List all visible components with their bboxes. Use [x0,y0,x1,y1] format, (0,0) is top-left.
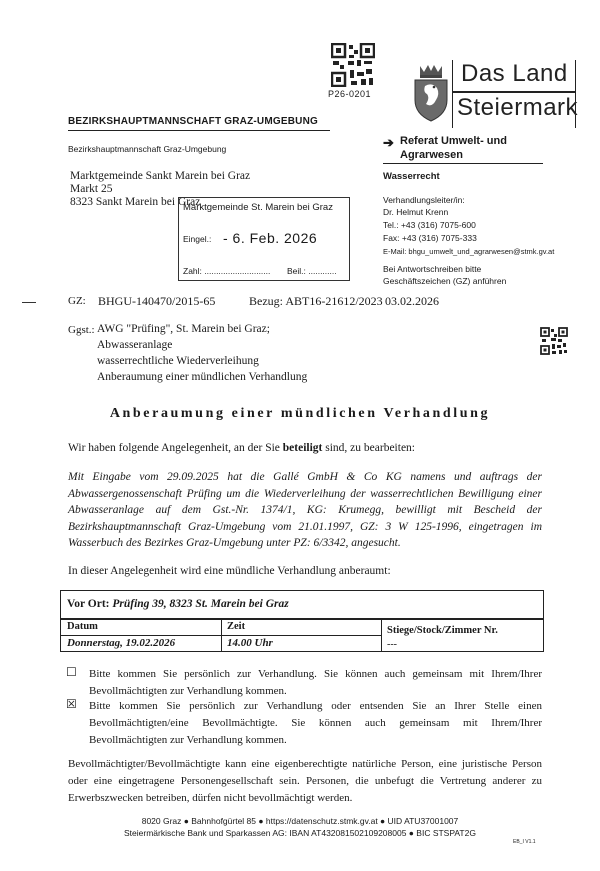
contact-name: Dr. Helmut Krenn [383,207,449,217]
qr-code-icon [331,43,375,87]
brand-box [452,60,579,128]
document-date: 03.02.2026 [385,294,439,308]
option-2-mark[interactable]: ☒ [66,697,77,711]
contact-note-line1: Bei Antwortschreiben bitte [383,264,482,274]
table-col-divider-2 [381,618,382,651]
ggst-line2: Abwasseranlage [97,339,173,351]
fold-mark [22,302,36,303]
ggst-label: Ggst.: [68,324,95,336]
brand-line1: Das Land [461,60,568,87]
contact-email[interactable]: E-Mail: bhgu_umwelt_und_agrarwesen@stmk.gv.at [383,247,555,256]
stamp-number-label: Zahl: ............................ [183,266,271,276]
brand-divider [453,91,575,93]
ggst-line4: Anberaumung einer mündlichen Verhandlung [97,371,308,383]
option-1-mark[interactable]: ☐ [66,665,77,679]
page-title: Anberaumung einer mündlichen Verhandlung [109,406,491,421]
hearing-table [60,590,544,652]
location-value: Prüfing 39, 8323 St. Marein bei Graz [112,598,289,610]
col-date-header: Datum [67,621,98,632]
footer-version: EB_I V1.1 [513,839,536,845]
referat-line2: Agrarwesen [400,149,463,161]
stamp-received-date: - 6. Feb. 2026 [223,230,318,246]
contact-note-line2: Geschäftszeichen (GZ) anführen [383,276,507,286]
referat-arrow-icon: ➔ [383,135,394,150]
coat-of-arms-icon [412,64,450,122]
footer-line1: 8020 Graz ● Bahnhofgürtel 85 ● https://datenschutz.stmk.gv.at ● UID ATU37001007 [141,816,459,826]
brand-line2: Steiermark [457,94,579,121]
intro-bold: beteiligt [282,442,323,454]
bezug: Bezug: ABT16-21612/2023 [249,294,383,308]
hearing-intro: In dieser Angelegenheit wird eine mündliche Verhandlung anberaumt: [68,565,391,577]
contact-label: Verhandlungsleiter/in: [383,195,465,205]
referat-line1: Referat Umwelt- und [400,135,507,147]
stamp-received-label: Eingel.: [183,234,212,244]
hearing-date: Donnerstag, 19.02.2026 [67,637,176,649]
option-2-text: Bitte kommen Sie persönlich zur Verhandlung oder entsenden Sie an Ihrer Stelle einen Bevollmächtigten/eine Bevollmächtigte. Sie können auch gemeinsam mit Ihrem/Ihrer Bevollmächtigten zur Verhandlung kommen. [89,700,542,746]
qr-code-top [331,43,375,87]
sender-line: Bezirkshauptmannschaft Graz-Umgebung [68,144,227,154]
main-paragraph: Mit Eingabe vom 29.09.2025 hat die Gallé GmbH & Co KG namens und auftrags der Abwassergenossenschaft Prüfing um die Wiederverleihung der wasserrechtlichen Bewilligung einer Abwasseranlage auf dem Gst.-Nr. 1374/1, KG: Krumegg, bewilligt mit Bescheid der Bezirkshauptmannschaft Graz-Umgebung vom 21.01.1997, GZ: 3 W 125-1996, eingetragen im Wasserbuch des Bezirkes Graz-Umgebung unter PZ: 6/3342, angesucht. [68,471,542,549]
ggst-line1: AWG "Prüfing", St. Marein bei Graz; [97,323,270,335]
stamp-title: Marktgemeinde St. Marein bei Graz [183,202,333,213]
qr-code-label: P26-0201 [328,89,372,99]
contact-fax: Fax: +43 (316) 7075-333 [383,233,477,243]
recipient-line3: 8323 Sankt Marein bei Graz [70,196,201,208]
recipient-line1: Marktgemeinde Sankt Marein bei Graz [70,170,251,182]
authority-title: BEZIRKSHAUPTMANNSCHAFT GRAZ-UMGEBUNG [68,116,318,127]
gz-label: GZ: [68,295,86,307]
intro-text [68,442,415,454]
gz-value: BHGU-140470/2015-65 [98,294,216,308]
location-label: Vor Ort: [67,598,110,610]
intro-post: sind, zu bearbeiten: [322,442,415,454]
qr-code-right [540,327,568,355]
referat-rule [383,163,543,164]
intro-pre: Wir haben folgende Angelegenheit, an der Sie [68,442,283,454]
qr-code-small-icon [540,327,568,355]
recipient-line2: Markt 25 [70,183,113,195]
stamp-attachment-label: Beil.: ............ [287,266,337,276]
location-row [67,598,289,610]
col-time-header: Zeit [227,621,246,632]
received-stamp [178,197,350,281]
col-room-header: Stiege/Stock/Zimmer Nr. [387,625,498,636]
department: Wasserrecht [383,171,440,182]
ggst-line3: wasserrechtliche Wiederverleihung [97,355,259,367]
hearing-room: --- [387,639,397,650]
hearing-time: 14.00 Uhr [227,637,273,649]
header-rule [68,130,330,131]
footer-line2: Steiermärkische Bank und Sparkassen AG: IBAN AT432081502109208005 ● BIC STSPAT2G [124,828,476,838]
option-1-text: Bitte kommen Sie persönlich zur Verhandlung. Sie können auch gemeinsam mit Ihrem/Ihrer Bevollmächtigten zur Verhandlung kommen. [89,668,542,697]
table-rule-top [61,618,543,620]
table-date-underline [61,635,381,636]
contact-phone: Tel.: +43 (316) 7075-600 [383,220,476,230]
representation-note: Bevollmächtigter/Bevollmächtigte kann eine eigenberechtigte natürliche Person, eine juristische Person oder eine eingetragene Personengesellschaft sein. Personen, die unbefugt die Vertretung anderer zu Erwerbszwecken betreiben, dürfen nicht bevollmächtigt werden. [68,758,542,804]
